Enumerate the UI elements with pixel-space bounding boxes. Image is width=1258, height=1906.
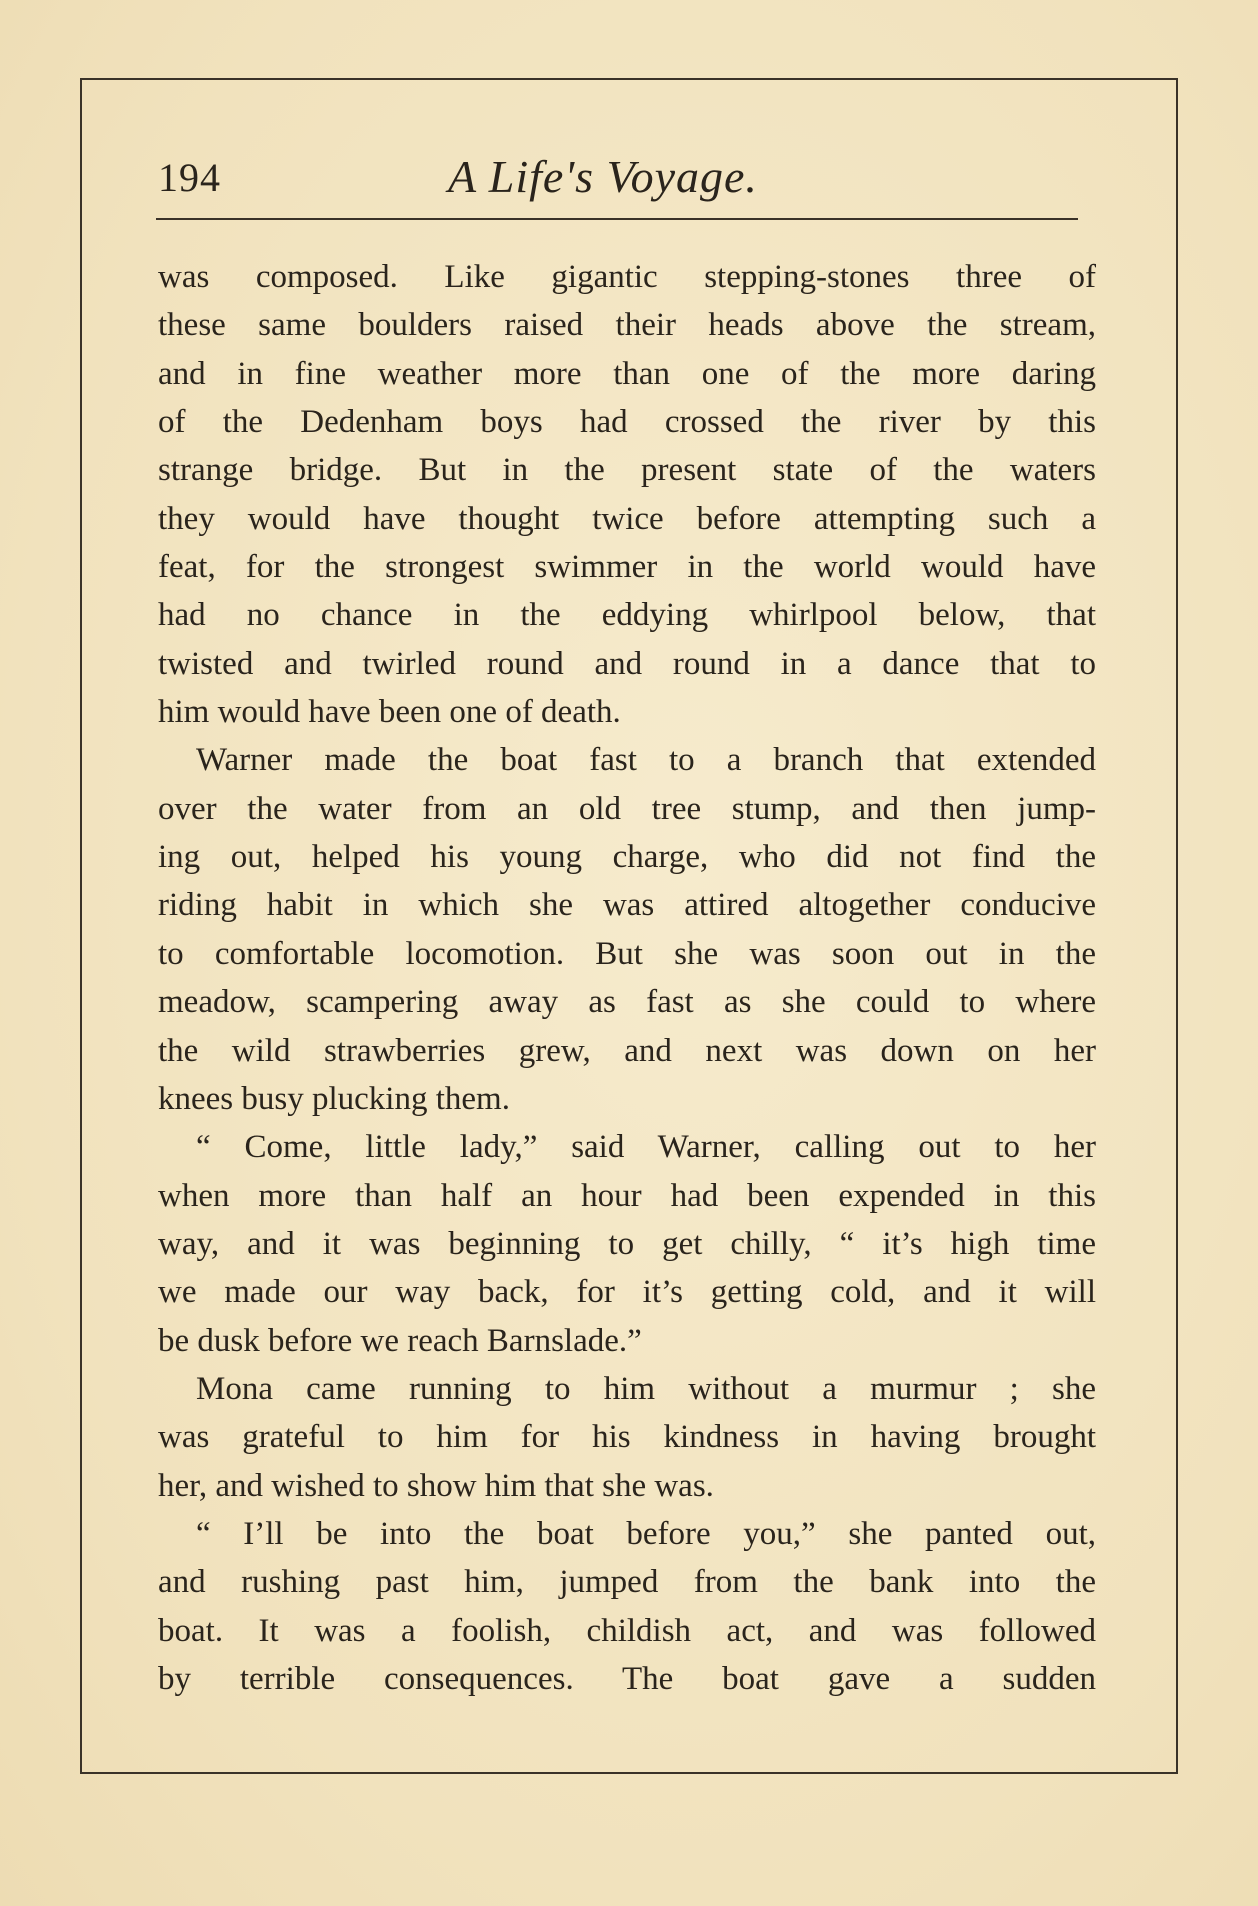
text-line: “ Come, little lady,” said Warner, calling out to her (196, 1129, 1096, 1166)
text-line: we made our way back, for it’s getting cold, and it will (158, 1274, 1096, 1311)
text-line: riding habit in which she was attired altogether conducive (158, 887, 1096, 924)
text-line: boat. It was a foolish, childish act, and was followed (158, 1612, 1096, 1649)
text-line: was grateful to him for his kindness in having brought (158, 1419, 1096, 1456)
text-line: her, and wished to show him that she was. (158, 1467, 714, 1504)
paragraph (158, 736, 1096, 1123)
text-line: him would have been one of death. (158, 694, 621, 731)
text-line: these same boulders raised their heads above the stream, (158, 307, 1096, 344)
text-line: was composed. Like gigantic stepping-stones three of (158, 259, 1096, 295)
text-line: the wild strawberries grew, and next was down on her (158, 1032, 1096, 1069)
paragraph (158, 1123, 1096, 1365)
text-line: over the water from an old tree stump, and then jump- (158, 790, 1096, 827)
text-line: Warner made the boat fast to a branch that extended (196, 742, 1096, 779)
text-line: knees busy plucking them. (158, 1080, 510, 1117)
text-line: feat, for the strongest swimmer in the world would have (158, 549, 1096, 586)
text-line: meadow, scampering away as fast as she could to where (158, 984, 1096, 1021)
text-line: twisted and twirled round and round in a dance that to (158, 645, 1096, 682)
page-number: 194 (158, 155, 221, 200)
running-title: A Life's Voyage. (448, 151, 758, 202)
text-line: to comfortable locomotion. But she was soon out in the (158, 935, 1096, 972)
text-line: by terrible consequences. The boat gave a sudden (158, 1660, 1096, 1697)
text-line: had no chance in the eddying whirlpool below, that (158, 597, 1096, 634)
text-line: strange bridge. But in the present state of the waters (158, 452, 1096, 489)
paragraph (158, 1365, 1096, 1510)
text-line: and in fine weather more than one of the more daring (158, 355, 1096, 392)
paragraph (158, 253, 1096, 736)
text-line: they would have thought twice before attempting such a (158, 500, 1096, 537)
page-header (158, 150, 1078, 214)
body-text (158, 253, 1096, 1703)
text-line: be dusk before we reach Barnslade.” (158, 1322, 642, 1359)
text-line: of the Dedenham boys had crossed the river by this (158, 404, 1096, 441)
header-rule (156, 218, 1078, 220)
text-line: Mona came running to him without a murmur ; she (196, 1370, 1096, 1407)
text-line: when more than half an hour had been expended in this (158, 1177, 1096, 1214)
text-line: ing out, helped his young charge, who did not find the (158, 839, 1096, 876)
paragraph (158, 1510, 1096, 1703)
text-line: way, and it was beginning to get chilly, “ it’s high time (158, 1225, 1096, 1262)
text-line: and rushing past him, jumped from the bank into the (158, 1564, 1096, 1601)
text-line: “ I’ll be into the boat before you,” she panted out, (196, 1515, 1096, 1552)
